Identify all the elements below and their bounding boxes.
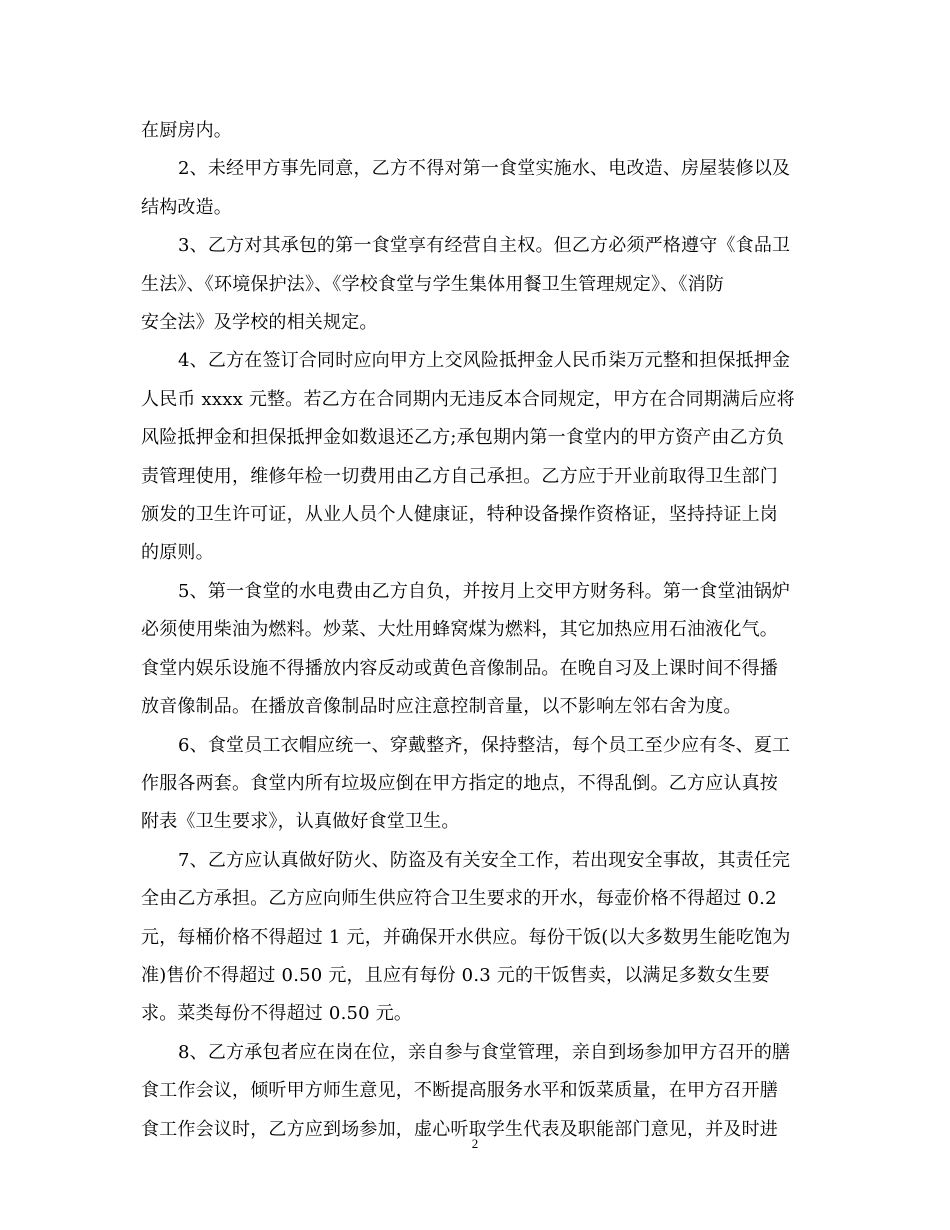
paragraph [141,112,806,150]
paragraph [141,573,806,727]
text-line: 附表《卫生要求》，认真做好食堂卫生。 [141,811,460,833]
text-line: 生法》、《环境保护法》、《学校食堂与学生集体用餐卫生管理规定》、《消防 [141,273,724,295]
text-line: 颁发的卫生许可证，从业人员个人健康证，特种设备操作资格证，坚持持证上岗 [141,504,778,526]
text-line: 4、乙方在签订合同时应向甲方上交风险抵押金人民币柒万元整和担保抵押金 [178,350,791,372]
text-line: 的原则。 [141,542,214,564]
paragraph [141,727,806,842]
text-line: 全由乙方承担。乙方应向师生供应符合卫生要求的开水，每壶价格不得超过 0.2 [141,888,777,910]
text-line: 6、食堂员工衣帽应统一、穿戴整齐，保持整洁，每个员工至少应有冬、夏工 [178,734,791,756]
text-line: 人民币 xxxx 元整。若乙方在合同期内无违反本合同规定，甲方在合同期满后应将 [141,388,795,410]
paragraph [141,342,806,572]
text-line: 8、乙方承包者应在岗在位，亲自参与食堂管理，亲自到场参加甲方召开的膳 [178,1041,791,1063]
text-line: 食工作会议时，乙方应到场参加，虚心听取学生代表及职能部门意见，并及时进 [141,1118,778,1140]
text-line: 风险抵押金和担保抵押金如数退还乙方;承包期内第一食堂内的甲方资产由乙方负 [141,427,785,449]
text-line: 元，每桶价格不得超过 1 元，并确保开水供应。每份干饭(以大多数男生能吃饱为 [141,926,791,948]
text-line: 结构改造。 [141,196,232,218]
text-line: 7、乙方应认真做好防火、防盗及有关安全工作，若出现安全事故，其责任完 [178,849,791,871]
paragraph [141,842,806,1034]
text-line: 5、第一食堂的水电费由乙方自负，并按月上交甲方财务科。第一食堂油锅炉 [178,580,791,602]
text-line: 求。菜类每份不得超过 0.50 元。 [141,1003,413,1025]
text-line: 准)售价不得超过 0.50 元，且应有每份 0.3 元的干饭售卖，以满足多数女生要 [141,964,770,986]
paragraph [141,150,806,227]
text-line: 放音像制品。在播放音像制品时应注意控制音量，以不影响左邻右舍为度。 [141,696,742,718]
text-line: 食堂内娱乐设施不得播放内容反动或黄色音像制品。在晚自习及上课时间不得播 [141,657,778,679]
text-line: 必须使用柴油为燃料。炒菜、大灶用蜂窝煤为燃料，其它加热应用石油液化气。 [141,619,778,641]
text-line: 责管理使用，维修年检一切费用由乙方自己承担。乙方应于开业前取得卫生部门 [141,465,778,487]
text-line: 2、未经甲方事先同意，乙方不得对第一食堂实施水、电改造、房屋装修以及 [178,158,791,180]
text-line: 作服各两套。食堂内所有垃圾应倒在甲方指定的地点，不得乱倒。乙方应认真按 [141,772,778,794]
page-number: 2 [471,1136,479,1151]
paragraph [141,1034,806,1149]
text-line: 3、乙方对其承包的第一食堂享有经营自主权。但乙方必须严格遵守《食品卫 [178,235,791,257]
paragraph [141,227,806,342]
document-body [141,112,806,1149]
text-line: 在厨房内。 [141,120,232,141]
text-line: 安全法》及学校的相关规定。 [141,312,378,334]
text-line: 食工作会议，倾听甲方师生意见，不断提高服务水平和饭菜质量，在甲方召开膳 [141,1080,778,1102]
